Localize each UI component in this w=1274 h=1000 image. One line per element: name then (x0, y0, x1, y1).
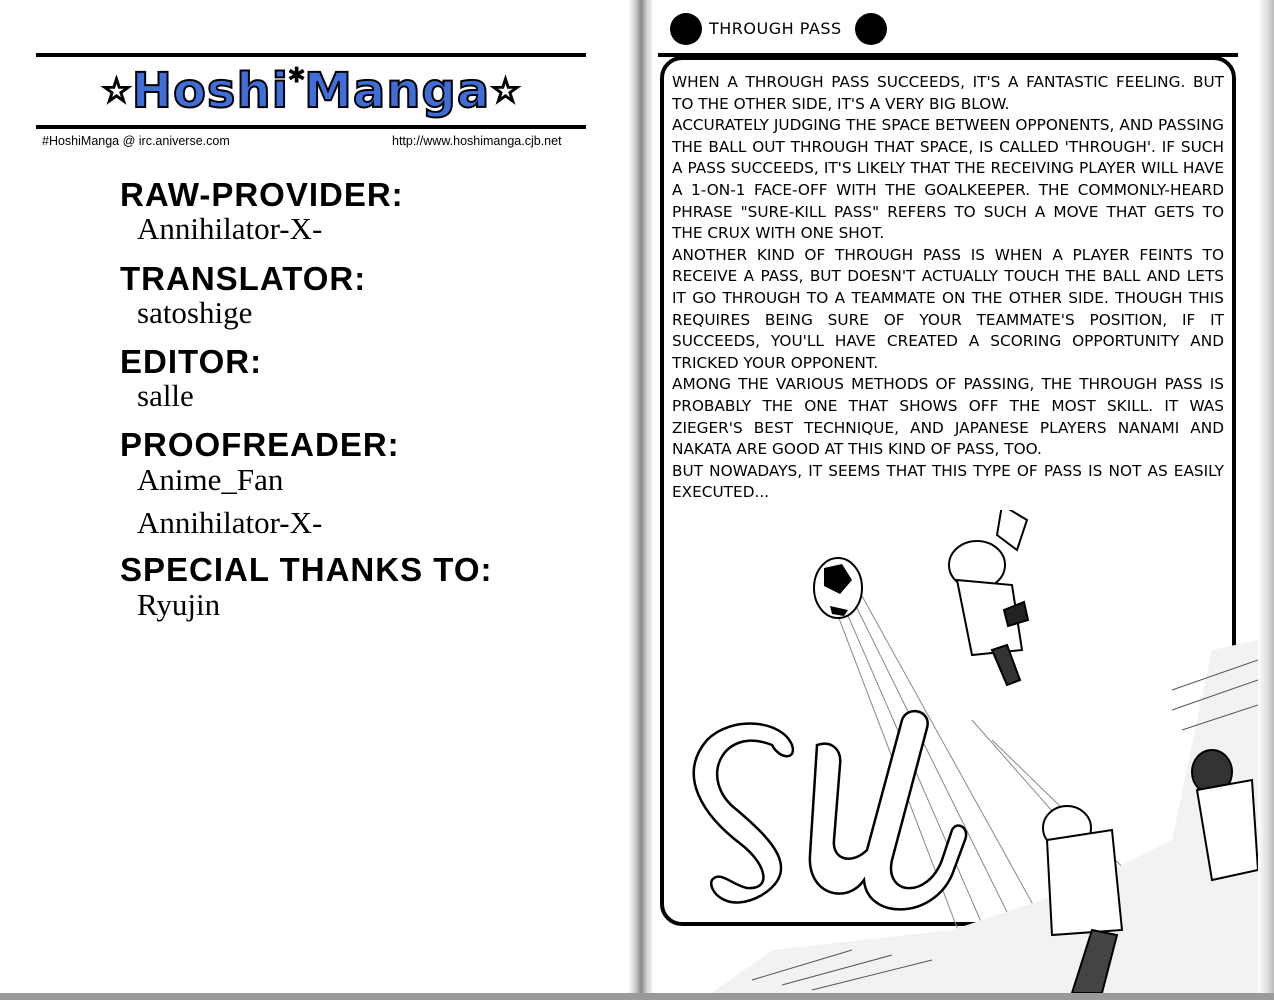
manga-illustration (652, 510, 1258, 993)
soccer-ball-icon (814, 558, 862, 618)
article-paragraph: BUT NOWADAYS, IT SEEMS THAT THIS TYPE OF PASS IS NOT AS EASILY EXECUTED... (672, 461, 1224, 502)
irc-channel-text: #HoshiManga @ irc.aniverse.com (42, 134, 230, 148)
role-proofreader: PROOFREADER: (120, 426, 400, 463)
credit-name: satoshige (137, 295, 253, 330)
article-paragraph: ACCURATELY JUDGING THE SPACE BETWEEN OPPONENTS, AND PASSING THE BALL OUT THROUGH THAT SPACE, IS CALLED 'THROUGH'. IF SUCH A PASS SUCCEEDS, IT'S LIKELY THAT THE RECEIVING PLAYER WILL HAVE A 1-ON-1 FACE-OFF WITH THE GOALKEEPER. THE COMMONLY-HEARD PHRASE "SURE-KILL PASS" REFERS TO SUCH A MOVE THAT GETS TO THE CRUX WITH ONE SHOT. (672, 116, 1224, 243)
credits-page (0, 0, 632, 1000)
role-translator: TRANSLATOR: (120, 260, 367, 297)
heading-bullet-left (670, 13, 702, 45)
logo-word-hoshi: Hoshi (131, 63, 290, 119)
article-body (672, 72, 1224, 504)
player-figure (949, 510, 1028, 685)
article-paragraph: ANOTHER KIND OF THROUGH PASS IS WHEN A PLAYER FEINTS TO RECEIVE A PASS, BUT DOESN'T ACTUALLY TOUCH THE BALL AND LETS IT GO THROUGH TO A TEAMMATE ON THE OTHER SIDE. THOUGH THIS REQUIRES BEING SURE OF YOUR TEAMMATE'S POSITION, IF IT SUCCEEDS, YOU'LL HAVE CREATED A SCORING OPPORTUNITY AND TRICKED YOUR OPPONENT. (672, 245, 1224, 372)
star-icon: ☆ (101, 71, 132, 111)
role-raw-provider: RAW-PROVIDER: (120, 176, 404, 213)
scan-bottom-edge (0, 993, 1274, 1000)
credit-name: Anime_Fan (137, 462, 284, 497)
hoshimanga-logo (36, 63, 586, 119)
credit-name: Annihilator-X- (137, 505, 323, 540)
role-editor: EDITOR: (120, 343, 263, 380)
credit-name: Annihilator-X- (137, 211, 323, 246)
star-icon: ☆ (490, 71, 521, 111)
website-url: http://www.hoshimanga.cjb.net (392, 134, 562, 148)
article-paragraph: WHEN A THROUGH PASS SUCCEEDS, IT'S A FANTASTIC FEELING. BUT TO THE OTHER SIDE, IT'S A VERY BIG BLOW. (672, 73, 1224, 113)
hoshimanga-banner (36, 53, 586, 129)
article-heading: THROUGH PASS (709, 19, 842, 38)
credit-name: Ryujin (137, 587, 221, 622)
sound-effect-su (694, 711, 966, 909)
credit-name: salle (137, 378, 194, 413)
logo-word-manga: Manga (304, 63, 491, 119)
logo-asterisk: * (289, 63, 305, 98)
article-paragraph: AMONG THE VARIOUS METHODS OF PASSING, THE THROUGH PASS IS PROBABLY THE ONE THAT SHOWS OFF THE MOST SKILL. IT WAS ZIEGER'S BEST TECHNIQUE, AND JAPANESE PLAYERS NANAMI AND NAKATA ARE GOOD AT THIS KIND OF PASS, TOO. (672, 375, 1224, 459)
heading-bullet-right (855, 13, 887, 45)
page-edge-shadow (1258, 0, 1274, 1000)
role-special-thanks: SPECIAL THANKS TO: (120, 551, 493, 588)
book-spine-shadow (628, 0, 652, 1000)
